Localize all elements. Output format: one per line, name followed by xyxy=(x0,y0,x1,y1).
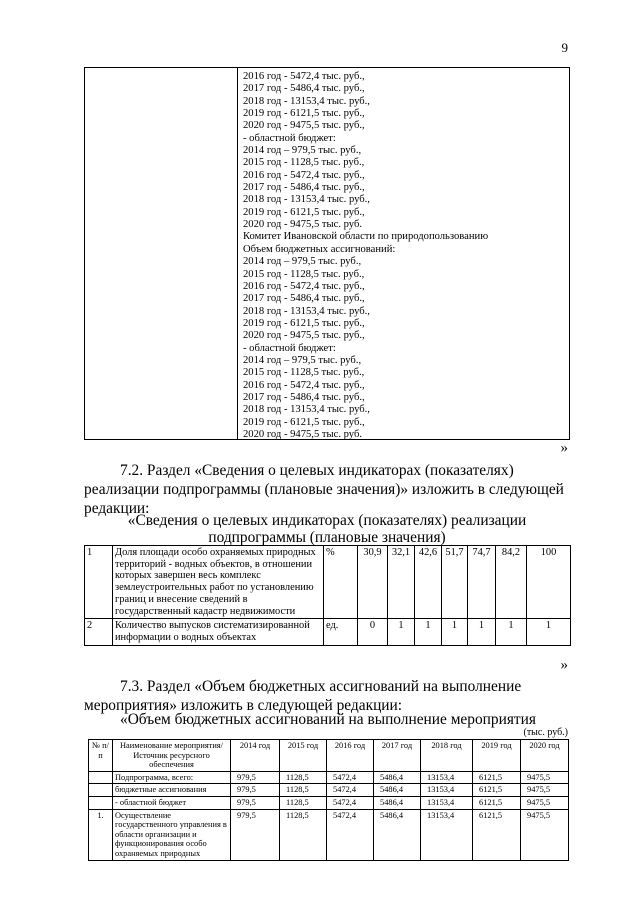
budget-row-name: бюджетные ассигнования xyxy=(113,784,231,797)
budget-row xyxy=(89,809,569,860)
budget-row-name: Осуществление государственного управления в области организации и функционирования особо охраняемых природных xyxy=(113,809,231,860)
indicator-value: 1 xyxy=(415,619,442,645)
indicator-value: 30,9 xyxy=(358,546,388,619)
budget-row-value: 9475,5 xyxy=(521,809,569,860)
indicator-value: 1 xyxy=(496,619,527,645)
budget-line: 2020 год - 9475,5 тыс. руб., xyxy=(243,330,365,342)
indicator-name: Количество выпусков систематизированной информации о водных объектах xyxy=(113,619,324,645)
budget-line: 2016 год - 5472,4 тыс. руб., xyxy=(243,71,365,82)
budget-row-value: 5486,4 xyxy=(374,809,421,860)
indicator-row xyxy=(85,619,571,645)
budget-line: 2016 год - 5472,4 тыс. руб., xyxy=(243,169,365,181)
indicator-value: 74,7 xyxy=(468,546,496,619)
budget-line: 2017 год - 5486,4 тыс. руб., xyxy=(243,182,365,194)
budget-line: 2018 год - 13153,4 тыс. руб., xyxy=(243,95,370,107)
indicator-value: 1 xyxy=(388,619,415,645)
section-7-3-line-2: мероприятия» изложить в следующей редакции: xyxy=(84,697,403,714)
close-quote-2: » xyxy=(560,657,568,673)
budget-line: 2020 год - 9475,5 тыс. руб. xyxy=(243,219,363,231)
budget-lines xyxy=(243,71,488,441)
budget-row-value: 5472,4 xyxy=(327,809,374,860)
budget-row-value: 5486,4 xyxy=(374,796,421,809)
column-divider xyxy=(237,68,238,439)
budget-row xyxy=(89,771,569,784)
budget-row-value: 1128,5 xyxy=(280,771,327,784)
budget-row-value: 5486,4 xyxy=(374,771,421,784)
budget-line: Объем бюджетных ассигнований: xyxy=(243,243,396,255)
budget-row-num xyxy=(89,796,113,809)
header-year: 2018 год xyxy=(421,740,473,772)
budget-row-value: 9475,5 xyxy=(521,796,569,809)
budget-row-value: 1128,5 xyxy=(280,796,327,809)
indicator-value: 1 xyxy=(527,619,571,645)
indicator-unit: ед. xyxy=(324,619,358,645)
budget-row-value: 979,5 xyxy=(231,771,280,784)
budget-line: - областной бюджет: xyxy=(243,132,336,144)
budget-line: 2020 год - 9475,5 тыс. руб., xyxy=(243,120,365,132)
indicator-value: 51,7 xyxy=(442,546,468,619)
budget-row-value: 1128,5 xyxy=(280,784,327,797)
header-num: № п/п xyxy=(89,740,113,772)
indicator-num: 2 xyxy=(85,619,113,645)
budget-line: 2016 год - 5472,4 тыс. руб., xyxy=(243,280,365,292)
indicators-heading-1: «Сведения о целевых индикаторах (показателях) реализации xyxy=(127,512,527,529)
budget-line: 2016 год - 5472,4 тыс. руб., xyxy=(243,379,365,391)
budget-row-name: Подпрограмма, всего: xyxy=(113,771,231,784)
budget-line: 2017 год - 5486,4 тыс. руб., xyxy=(243,83,365,95)
budget-line: 2015 год - 1128,5 тыс. руб., xyxy=(243,157,365,169)
header-year: 2019 год xyxy=(473,740,521,772)
budget-row-value: 5472,4 xyxy=(327,784,374,797)
budget-header-row xyxy=(89,740,569,772)
budget-row-value: 5472,4 xyxy=(327,796,374,809)
header-year: 2015 год xyxy=(280,740,327,772)
budget-row-name: - областной бюджет xyxy=(113,796,231,809)
budget-line: 2014 год – 979,5 тыс. руб., xyxy=(243,354,362,366)
section-7-2-line-3: редакции: xyxy=(84,500,150,517)
budget-line: 2018 год - 13153,4 тыс. руб., xyxy=(243,404,370,416)
indicator-value: 32,1 xyxy=(388,546,415,619)
section-7-2-line-2: реализации подпрограммы (плановые значения)» изложить в следующей xyxy=(84,481,564,498)
budget-row-value: 13153,4 xyxy=(421,796,473,809)
budget-line: 2015 год - 1128,5 тыс. руб., xyxy=(243,367,365,379)
budget-row-value: 6121,5 xyxy=(473,771,521,784)
budget-row-value: 5472,4 xyxy=(327,771,374,784)
budget-table xyxy=(88,739,569,861)
budget-row-value: 1128,5 xyxy=(280,809,327,860)
section-7-3-paragraph xyxy=(84,677,570,715)
budget-line: 2019 год - 6121,5 тыс. руб., xyxy=(243,317,365,329)
header-year: 2020 год xyxy=(521,740,569,772)
budget-row-value: 13153,4 xyxy=(421,771,473,784)
budget-line: Комитет Ивановской области по природопользованию xyxy=(243,231,489,243)
budget-line: 2017 год - 5486,4 тыс. руб., xyxy=(243,293,365,305)
indicators-heading-2: подпрограммы (плановые значения) xyxy=(208,529,446,546)
budget-row-value: 6121,5 xyxy=(473,784,521,797)
budget-row xyxy=(89,796,569,809)
budget-row-value: 979,5 xyxy=(231,784,280,797)
indicator-num: 1 xyxy=(85,546,113,619)
indicator-value: 0 xyxy=(358,619,388,645)
budget-line: 2019 год - 6121,5 тыс. руб., xyxy=(243,108,365,120)
close-quote-1: » xyxy=(560,440,568,456)
budget-row-value: 9475,5 xyxy=(521,784,569,797)
budget-line: 2020 год - 9475,5 тыс. руб. xyxy=(243,428,363,440)
budget-line: 2014 год – 979,5 тыс. руб., xyxy=(243,256,362,268)
indicator-row xyxy=(85,546,571,619)
header-year: 2017 год xyxy=(374,740,421,772)
budget-line: 2017 год - 5486,4 тыс. руб., xyxy=(243,391,365,403)
section-7-2-line-1: 7.2. Раздел «Сведения о целевых индикаторах (показателях) xyxy=(120,462,514,479)
budget-row-num xyxy=(89,784,113,797)
budget-row-value: 9475,5 xyxy=(521,771,569,784)
budget-row-value: 13153,4 xyxy=(421,809,473,860)
budget-continuation-table xyxy=(84,67,570,440)
budget-table-heading: «Объем бюджетных ассигнований на выполнение мероприятия xyxy=(120,711,536,728)
budget-row-num xyxy=(89,771,113,784)
indicator-value: 1 xyxy=(442,619,468,645)
budget-line: 2014 год – 979,5 тыс. руб., xyxy=(243,145,362,157)
unit-note: (тыс. руб.) xyxy=(523,727,568,738)
indicator-value: 84,2 xyxy=(496,546,527,619)
indicator-value: 42,6 xyxy=(415,546,442,619)
budget-line: 2018 год - 13153,4 тыс. руб., xyxy=(243,305,370,317)
budget-line: - областной бюджет: xyxy=(243,342,336,354)
section-7-2-paragraph xyxy=(84,461,570,518)
header-year: 2016 год xyxy=(327,740,374,772)
indicator-unit: % xyxy=(324,546,358,619)
budget-row-num: 1. xyxy=(89,809,113,860)
budget-row-value: 979,5 xyxy=(231,796,280,809)
budget-row-value: 6121,5 xyxy=(473,809,521,860)
section-7-3-line-1: 7.3. Раздел «Объем бюджетных ассигнований на выполнение xyxy=(120,678,522,695)
indicator-value: 100 xyxy=(527,546,571,619)
header-name: Наименование мероприятия/Источник ресурсного обеспечения xyxy=(113,740,231,772)
budget-row-value: 13153,4 xyxy=(421,784,473,797)
indicator-name: Доля площади особо охраняемых природных территорий - водных объектов, в отношении которых завершен весь комплекс землеустроительных работ по установлению границ и внесение сведений в государственный кадастр недвижимости xyxy=(113,546,324,619)
budget-row-value: 979,5 xyxy=(231,809,280,860)
header-year: 2014 год xyxy=(231,740,280,772)
budget-line: 2015 год - 1128,5 тыс. руб., xyxy=(243,268,365,280)
budget-line: 2019 год - 6121,5 тыс. руб., xyxy=(243,206,365,218)
indicators-table xyxy=(84,545,571,646)
budget-line: 2018 год - 13153,4 тыс. руб., xyxy=(243,194,370,206)
budget-line: 2019 год - 6121,5 тыс. руб., xyxy=(243,416,365,428)
budget-row-value: 5486,4 xyxy=(374,784,421,797)
budget-row xyxy=(89,784,569,797)
page-number: 9 xyxy=(561,40,568,55)
budget-row-value: 6121,5 xyxy=(473,796,521,809)
indicator-value: 1 xyxy=(468,619,496,645)
